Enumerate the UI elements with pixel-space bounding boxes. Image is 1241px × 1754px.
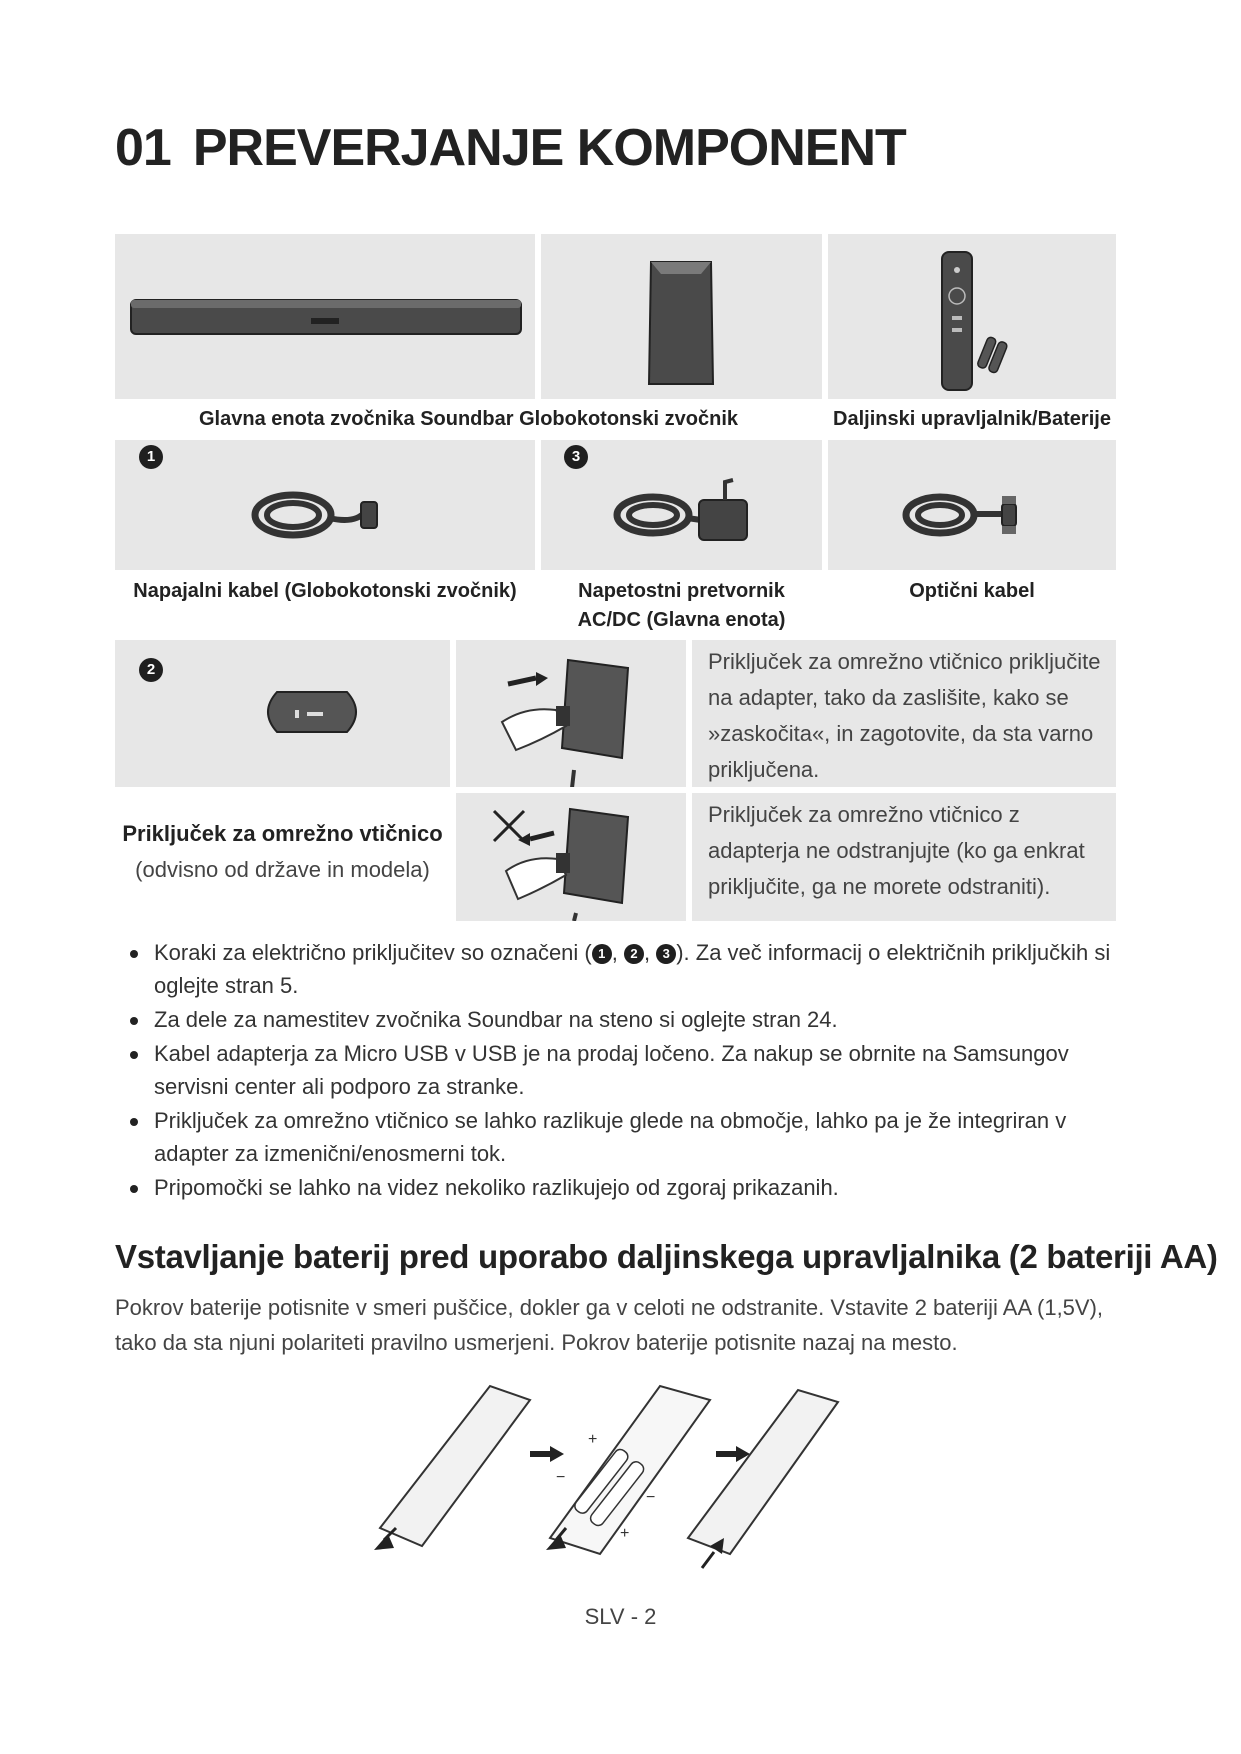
power-cable-illustration	[115, 440, 535, 570]
plug-caption-subtitle: (odvisno od države in modela)	[135, 857, 430, 882]
plug-instruction-1-cell	[692, 640, 1116, 787]
plug-no-remove-illustration	[456, 793, 686, 921]
note-item: Kabel adapterja za Micro USB v USB je na prodaj ločeno. Za nakup se obrnite na Samsungov servisni center ali podporo za stranke.	[128, 1037, 1128, 1103]
page-title	[115, 118, 906, 178]
plug-instruction-2: Priključek za omrežno vtičnico z adapterja ne odstranjujte (ko ga enkrat priključite, ga ne morete odstraniti).	[708, 802, 1085, 899]
remote-caption: Daljinski upravljalnik/Baterije	[833, 408, 1111, 430]
optical-cable-illustration	[828, 440, 1116, 570]
remote-cover-removal-icon	[374, 1386, 530, 1550]
subwoofer-illustration	[541, 234, 822, 399]
plus-sign-top: +	[588, 1431, 598, 1448]
remote-image-cell	[828, 234, 1116, 399]
step-2-badge: 2	[139, 658, 163, 682]
plug-instruction-1: Priključek za omrežno vtičnico priključite na adapter, tako da zaslišite, kako se »zaskočita«, in zagotovite, da sta varno priključena.	[708, 649, 1101, 782]
batteries-paragraph: Pokrov baterije potisnite v smeri puščice, dokler ga v celoti ne odstranite. Vstavite 2 bateriji AA (1,5V), tako da sta njuni polariteti pravilno usmerjeni. Pokrov baterije potisnite nazaj na mesto.	[115, 1295, 1104, 1355]
soundbar-image-cell	[115, 234, 535, 399]
plug-caption	[115, 816, 450, 888]
remote-cover-closing-icon	[688, 1390, 838, 1568]
subwoofer-image-cell	[541, 234, 822, 399]
page-number: SLV - 2	[584, 1604, 657, 1629]
plug-illustration	[115, 640, 450, 787]
step-1-badge: 1	[139, 445, 163, 469]
note-1-pre: Koraki za električno priključitev so označeni (	[154, 940, 592, 965]
plus-sign-bottom: +	[620, 1525, 630, 1542]
plug-attach-image-cell	[456, 640, 686, 787]
section-title: PREVERJANJE KOMPONENT	[192, 119, 906, 177]
section-number: 01	[115, 119, 171, 177]
notes-list	[128, 936, 1128, 1205]
batteries-heading: Vstavljanje baterij pred uporabo daljinskega upravljalnika (2 bateriji AA)	[115, 1238, 1218, 1275]
soundbar-illustration	[115, 234, 535, 399]
minus-sign-right: −	[646, 1489, 656, 1506]
note-1-post: ). Za več informacij o električnih priključkih si oglejte stran 5.	[154, 940, 1111, 998]
note-item: Koraki za električno priključitev so označeni ( 1 , 2 , 3 ). Za več informacij o električnih priključkih si oglejte stran 5.	[128, 936, 1128, 1002]
optical-cable-caption: Optični kabel	[909, 580, 1035, 602]
step-3-badge: 3	[564, 445, 588, 469]
soundbar-caption: Glavna enota zvočnika Soundbar Globokotonski zvočnik	[199, 408, 738, 430]
plug-image-cell	[115, 640, 450, 787]
remote-battery-compartment-icon	[546, 1386, 710, 1554]
plug-remove-image-cell	[456, 793, 686, 921]
note-item: Za dele za namestitev zvočnika Soundbar na steno si oglejte stran 24.	[128, 1003, 1128, 1036]
plug-caption-title: Priključek za omrežno vtičnico	[122, 821, 443, 846]
inline-badge-2: 2	[624, 944, 644, 964]
optical-cable-image-cell	[828, 440, 1116, 570]
inline-badge-1: 1	[592, 944, 612, 964]
note-item: Priključek za omrežno vtičnico se lahko razlikuje glede na območje, lahko pa je že integriran v adapter za izmenični/enosmerni tok.	[128, 1104, 1128, 1170]
note-item: Pripomočki se lahko na videz nekoliko razlikujejo od zgoraj prikazanih.	[128, 1171, 1128, 1204]
plug-instruction-2-cell	[692, 793, 1116, 921]
power-cable-caption: Napajalni kabel (Globokotonski zvočnik)	[133, 580, 517, 602]
remote-illustration	[828, 234, 1116, 399]
plug-attach-illustration	[456, 640, 686, 787]
adapter-caption-line2: AC/DC (Glavna enota)	[577, 609, 786, 631]
minus-sign-left: −	[556, 1469, 566, 1486]
power-cable-image-cell	[115, 440, 535, 570]
adapter-caption-line1: Napetostni pretvornik	[578, 580, 785, 602]
battery-insertion-illustration	[370, 1378, 870, 1578]
inline-badge-3: 3	[656, 944, 676, 964]
